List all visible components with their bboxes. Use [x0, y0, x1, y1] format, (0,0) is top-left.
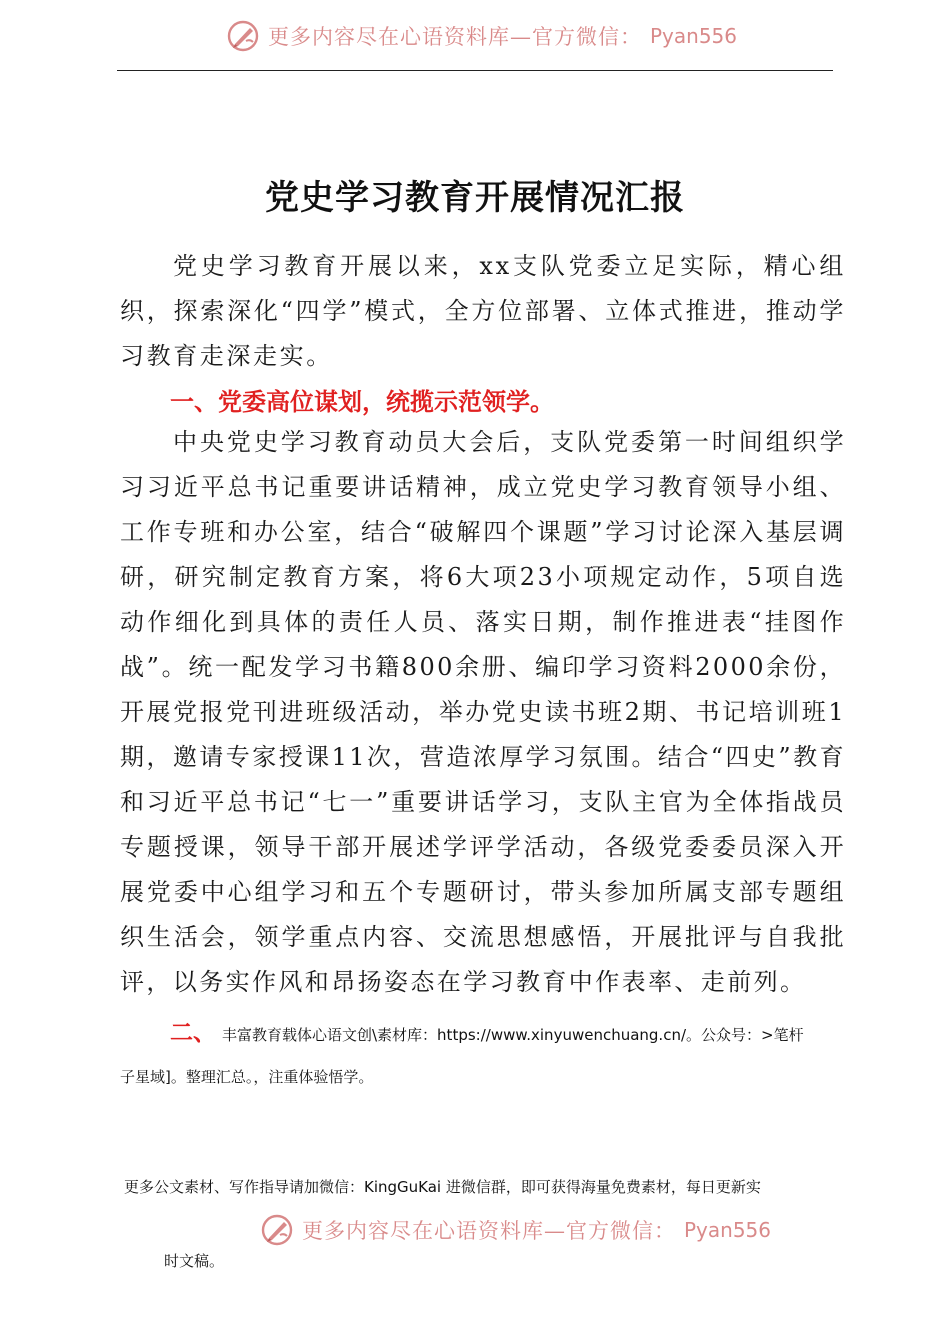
watermark-banner-bottom: [260, 1212, 771, 1248]
document-title: 党史学习教育开展情况汇报: [265, 178, 685, 218]
watermark-wechat-id: Pyan556: [650, 24, 738, 48]
footer-note-continuation: 时文稿。: [164, 1252, 225, 1270]
footer-note: 更多公文素材、写作指导请加微信：KingGuKai 进微信群，即可获得海量免费素材，每日更新实: [124, 1178, 761, 1196]
pen-logo-icon: [260, 1213, 294, 1247]
section2-text: 丰富教育载体心语文创\素材库：https://www.xinyuwenchuang.cn/。公众号：>笔杆: [222, 1026, 804, 1044]
section2-number: 二、: [170, 1020, 216, 1046]
watermark-banner-top: [226, 18, 737, 54]
header-divider: [117, 70, 833, 71]
section1-body: 中央党史学习教育动员大会后，支队党委第一时间组织学习习近平总书记重要讲话精神，成立党史学习教育领导小组、工作专班和办公室，结合“破解四个课题”学习讨论深入基层调研，研究制定教育方案，将6大项23小项规定动作，5项自选动作细化到具体的责任人员、落实日期，制作推进表“挂图作战”。统一配发学习书籍800余册、编印学习资料2000余份，开展党报党刊进班级活动，举办党史读书班2期、书记培训班1期，邀请专家授课11次，营造浓厚学习氛围。结合“四史”教育和习近平总书记“七一”重要讲话学习，支队主官为全体指战员专题授课，领导干部开展述学评学活动，各级党委委员深入开展党委中心组学习和五个专题研讨，带头参加所属支部专题组织生活会，领学重点内容、交流思想感悟，开展批评与自我批评，以务实作风和昂扬姿态在学习教育中作表率、走前列。: [120, 428, 846, 996]
watermark-wechat-id: Pyan556: [684, 1218, 772, 1242]
pen-logo-icon: [226, 19, 260, 53]
intro-paragraph: 党史学习教育开展以来，xx支队党委立足实际，精心组织，探索深化“四学”模式，全方位部署、立体式推进，推动学习教育走深走实。: [120, 252, 846, 370]
section2-continuation: 子星域]。整理汇总。，注重体验悟学。: [120, 1068, 374, 1086]
section1-heading: 一、党委高位谋划，统揽示范领学。: [170, 388, 554, 416]
watermark-text: 更多内容尽在心语资料库—官方微信：: [268, 25, 642, 49]
watermark-text: 更多内容尽在心语资料库—官方微信：: [302, 1219, 676, 1243]
section2-heading: [170, 1014, 804, 1047]
